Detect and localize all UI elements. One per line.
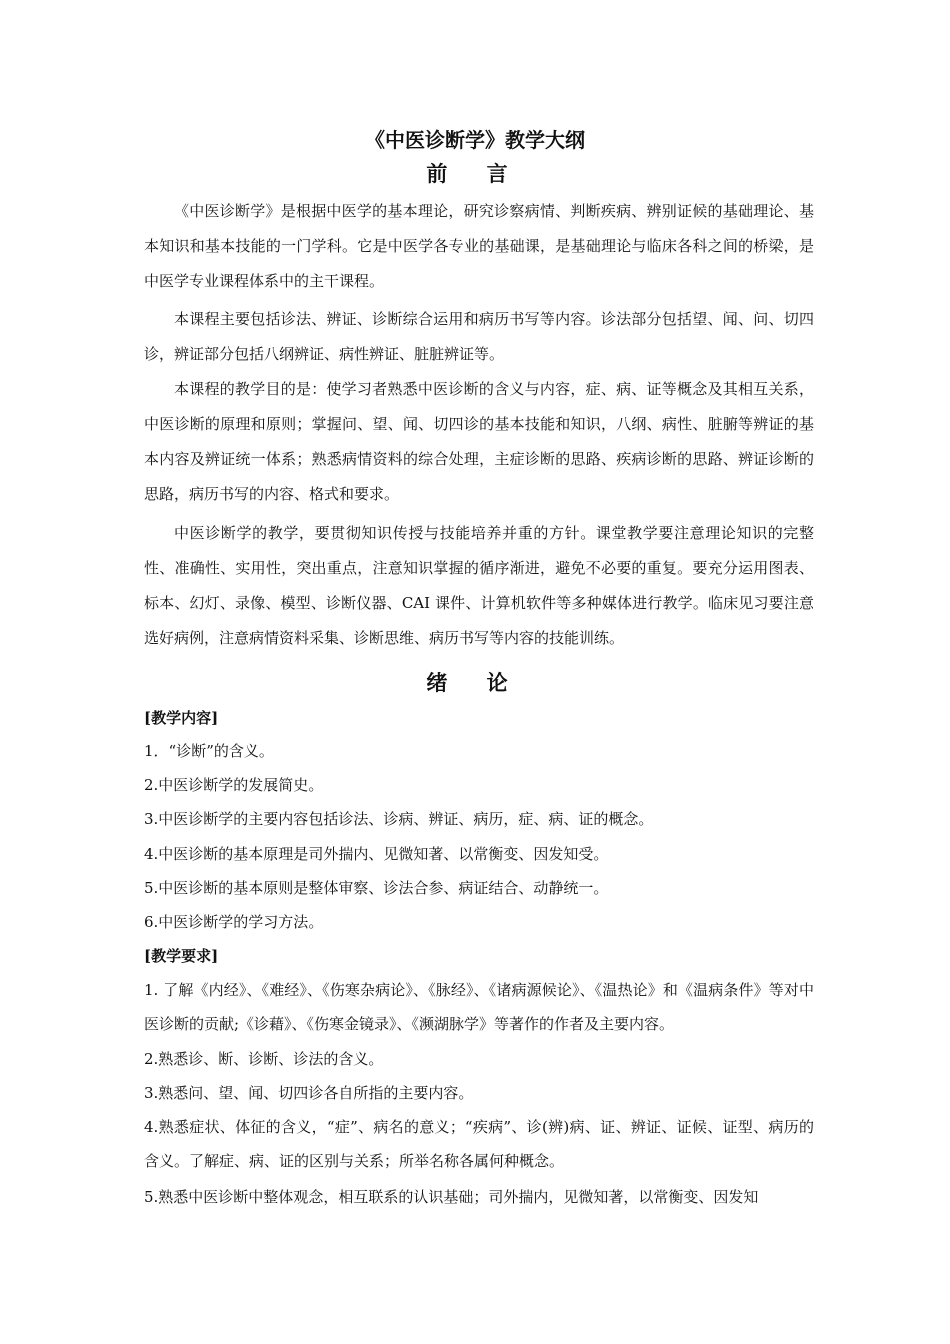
preface-paragraph-2: 本课程主要包括诊法、辨证、诊断综合运用和病历书写等内容。诊法部分包括望、闻、问、切四诊，辨证部分包括八纲辨证、病性辨证、脏脏辨证等。	[144, 310, 814, 363]
teaching-requirement-label: [教学要求]	[144, 947, 219, 965]
content-item-6: 6.中医诊断学的学习方法。	[144, 913, 324, 931]
document-title: 《中医诊断学》教学大纲	[365, 128, 585, 152]
requirement-item-5: 5.熟悉中医诊断中整体观念，相互联系的认识基础；司外揣内，见微知著，以常衡变、因发知	[144, 1188, 759, 1206]
content-item-4: 4.中医诊断的基本原理是司外揣内、见微知著、以常衡变、因发知受。	[144, 845, 609, 863]
preface-paragraph-3: 本课程的教学目的是：使学习者熟悉中医诊断的含义与内容，症、病、证等概念及其相互关系，中医诊断的原理和原则；掌握问、望、闻、切四诊的基本技能和知识，八纲、病性、脏腑等辨证的基本内容及辨证统一体系；熟悉病情资料的综合处理，主症诊断的思路、疾病诊断的思路、辨证诊断的思路，病历书写的内容、格式和要求。	[144, 380, 814, 503]
preface-paragraph-4: 中医诊断学的教学，要贯彻知识传授与技能培养并重的方针。课堂教学要注意理论知识的完整性、准确性、实用性，突出重点，注意知识掌握的循序渐进，避免不必要的重复。要充分运用图表、标本、幻灯、录像、模型、诊断仪器、CAI 课件、计算机软件等多种媒体进行教学。临床见习要注意选好病例，注意病情资料采集、诊断思维、病历书写等内容的技能训练。	[144, 524, 814, 647]
teaching-content-label: [教学内容]	[144, 709, 219, 727]
content-item-1: 1．“诊断”的含义。	[144, 742, 274, 760]
content-item-3: 3.中医诊断学的主要内容包括诊法、诊病、辨证、病历，症、病、证的概念。	[144, 810, 654, 828]
content-item-2: 2.中医诊断学的发展简史。	[144, 776, 324, 794]
requirement-item-3: 3.熟悉问、望、闻、切四诊各自所指的主要内容。	[144, 1084, 474, 1102]
requirement-item-2: 2.熟悉诊、断、诊断、诊法的含义。	[144, 1050, 384, 1068]
preface-paragraph-1: 《中医诊断学》是根据中医学的基本理论，研究诊察病情、判断疾病、辨别证候的基础理论、基本知识和基本技能的一门学科。它是中医学各专业的基础课，是基础理论与临床各科之间的桥梁，是中医学专业课程体系中的主干课程。	[144, 202, 814, 290]
requirement-item-4: 4.熟悉症状、体征的含义，“症”、病名的意义；“疾病”、诊(辨)病、证、辨证、证候、证型、病历的含义。了解症、病、证的区别与关系；所举名称各属何种概念。	[144, 1118, 814, 1170]
content-item-5: 5.中医诊断的基本原则是整体审察、诊法合参、病证结合、动静统一。	[144, 879, 609, 897]
intro-heading: 绪 论	[426, 670, 524, 695]
preface-heading: 前 言	[426, 161, 524, 186]
requirement-item-1: 1. 了解《内经》、《难经》、《伤寒杂病论》、《脉经》、《诸病源候论》、《温热论》和《温病条件》等对中医诊断的贡献;《诊藉》、《伤寒金镜录》、《濒湖脉学》等著作的作者及主要内容。	[144, 981, 814, 1033]
